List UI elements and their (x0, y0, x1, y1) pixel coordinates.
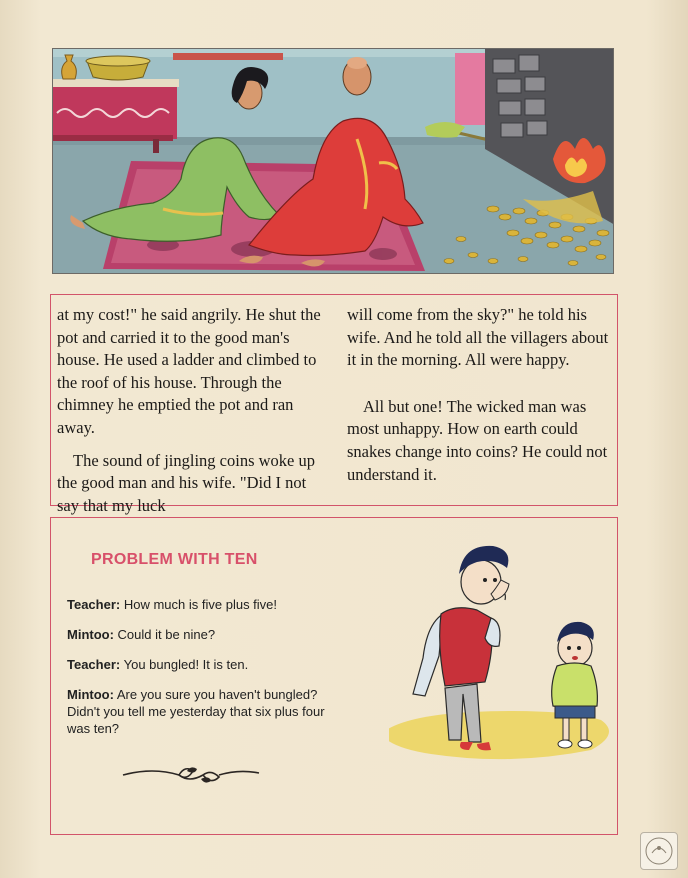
speaker-label: Mintoo: (67, 627, 114, 642)
dialog-text: Could it be nine? (117, 627, 216, 642)
story-paragraph: All but one! The wicked man was most unhappy. How on earth could snakes change into coins? He could not understand it. (347, 396, 608, 484)
story-paragraph: at my cost!" he said angrily. He shut the pot and carried it to the good man's house. He used a ladder and climbed to the roof of his house. Through the chimney he emptied the pot and ran away. (57, 305, 321, 437)
dialog-line (67, 596, 335, 613)
dialog-text: How much is five plus five! (123, 597, 278, 612)
story-column-right (347, 304, 615, 486)
dialog-text: Are you sure you haven't bungled? Didn't you tell me yesterday that six plus four was ten? (67, 687, 325, 736)
joke-title: PROBLEM WITH TEN (91, 551, 258, 568)
story-column-left (57, 304, 325, 517)
dialog-text: You bungled! It is ten. (123, 657, 249, 672)
story-illustration (52, 48, 614, 274)
speaker-label: Teacher: (67, 597, 121, 612)
speaker-label: Mintoo: (67, 687, 114, 702)
flourish-ornament-icon (121, 761, 261, 785)
joke-box (50, 517, 618, 835)
dialog-line (67, 686, 335, 737)
speaker-label: Teacher: (67, 657, 121, 672)
joke-dialog (67, 596, 335, 750)
dialog-line (67, 656, 335, 673)
publisher-seal-icon (640, 832, 678, 870)
dialog-line (67, 626, 335, 643)
story-text-box (50, 294, 618, 515)
teacher-and-boy-cartoon (389, 538, 614, 768)
story-paragraph: The sound of jingling coins woke up the good man and his wife. "Did I not say that my luck (57, 450, 315, 515)
story-paragraph: will come from the sky?" he told his wife. And he told all the villagers about it in the morning. All were happy. (347, 305, 609, 370)
couple-by-fireplace-illustration (53, 49, 614, 274)
